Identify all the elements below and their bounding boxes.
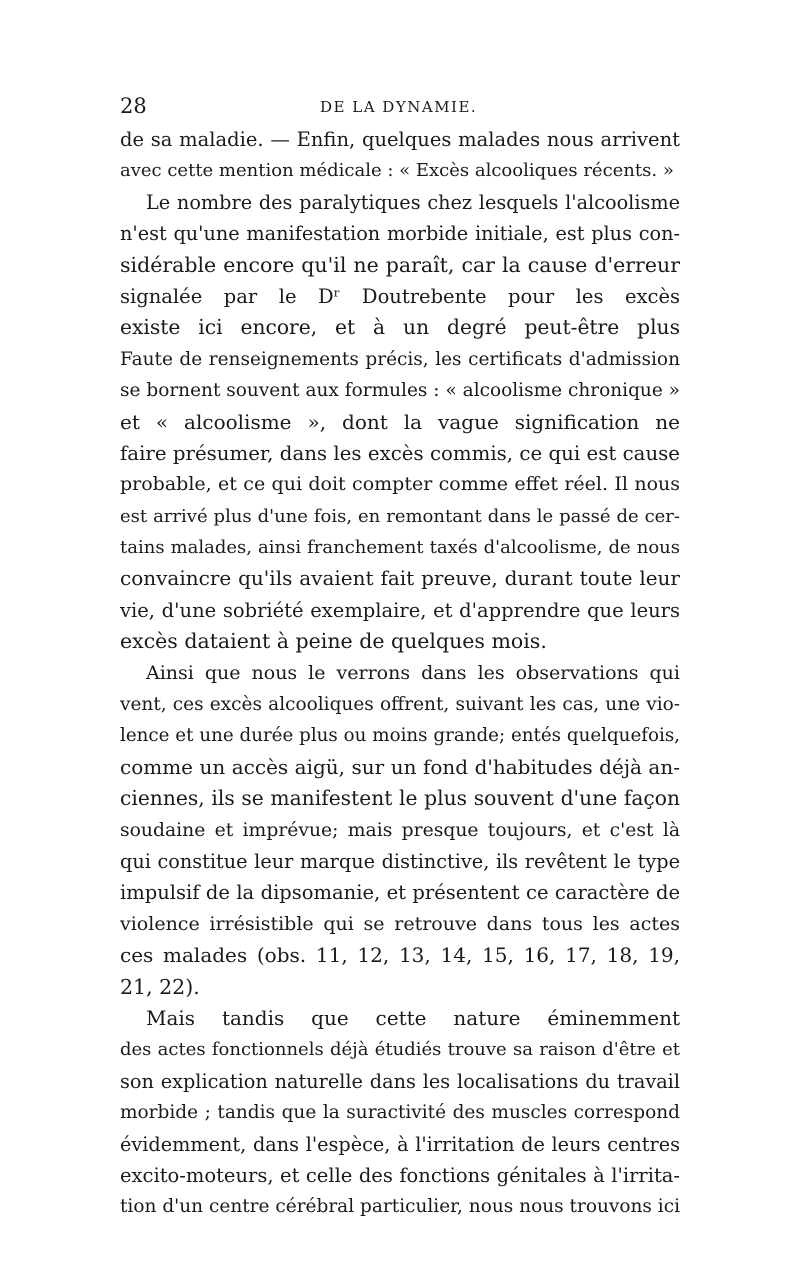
text-line: comme un accès aigü, sur un fond d'habitudes déjà an-	[120, 754, 680, 779]
text-line: tion d'un centre cérébral particulier, nous nous trouvons ici	[120, 1196, 680, 1218]
text-line: 21, 22).	[120, 974, 200, 999]
text-line: avec cette mention médicale : « Excès alcooliques récents. »	[120, 160, 674, 182]
text-line: excito-moteurs, et celle des fonctions génitales à l'irrita-	[120, 1163, 680, 1187]
text-line: Faute de renseignements précis, les certificats d'admission	[120, 348, 680, 370]
text-line: violence irrésistible qui se retrouve dans tous les actes	[120, 912, 680, 935]
text-line: convaincre qu'ils avaient fait preuve, durant toute leur	[120, 566, 680, 591]
text-line: probable, et ce qui doit compter comme effet réel. Il nous	[120, 473, 680, 496]
text-line: des actes fonctionnels déjà étudiés trouve sa raison d'être et	[120, 1039, 680, 1061]
text-line: Mais tandis que cette nature éminemment	[146, 1005, 680, 1030]
text-line: soudaine et imprévue; mais presque toujours, et c'est là	[120, 819, 680, 841]
text-line: et « alcoolisme », dont la vague signification ne	[120, 409, 680, 434]
text-line: est arrivé plus d'une fois, en remontant dans le passé de cer-	[120, 505, 680, 527]
text-line: de sa maladie. — Enfin, quelques malades nous arrivent	[120, 128, 680, 151]
text-line: excès dataient à peine de quelques mois.	[120, 629, 547, 654]
running-title: DE LA DYNAMIE.	[320, 98, 478, 116]
text-line: tains malades, ainsi franchement taxés d'alcoolisme, de nous	[120, 537, 680, 559]
text-line: n'est qu'une manifestation morbide initiale, est plus con-	[120, 222, 680, 246]
text-line: Le nombre des paralytiques chez lesquels l'alcoolisme	[146, 190, 680, 214]
text-line: faire présumer, dans les excès commis, ce qui est cause	[120, 441, 680, 465]
running-head	[120, 92, 680, 120]
text-line: vie, d'une sobriété exemplaire, et d'apprendre que leurs	[120, 598, 680, 622]
text-line: ciennes, ils se manifestent le plus souvent d'une façon	[120, 786, 680, 811]
text-line: vent, ces excès alcooliques offrent, suivant les cas, une vio-	[120, 694, 680, 716]
text-line: Ainsi que nous le verrons dans les observations qui	[146, 661, 680, 684]
text-line: signalée par le Dʳ Doutrebente pour les excès	[120, 284, 680, 308]
text-line: morbide ; tandis que la suractivité des muscles correspond	[120, 1102, 680, 1124]
text-line: sidérable encore qu'il ne paraît, car la cause d'erreur	[120, 252, 680, 277]
text-line: impulsif de la dipsomanie, et présentent ce caractère de	[120, 881, 680, 905]
text-line: lence et une durée plus ou moins grande; entés quelquefois,	[120, 725, 680, 747]
page-number: 28	[120, 94, 147, 118]
body-text	[120, 124, 680, 1223]
text-line: ces malades (obs. 11, 12, 13, 14, 15, 16, 17, 18, 19,	[120, 943, 680, 968]
text-line: existe ici encore, et à un degré peut-être plus	[120, 315, 680, 340]
text-line: se bornent souvent aux formules : « alcoolisme chronique »	[120, 380, 680, 402]
text-line: évidemment, dans l'espèce, à l'irritation de leurs centres	[120, 1132, 680, 1156]
text-line: son explication naturelle dans les localisations du travail	[120, 1069, 680, 1093]
text-line: qui constitue leur marque distinctive, ils revêtent le type	[120, 849, 680, 873]
